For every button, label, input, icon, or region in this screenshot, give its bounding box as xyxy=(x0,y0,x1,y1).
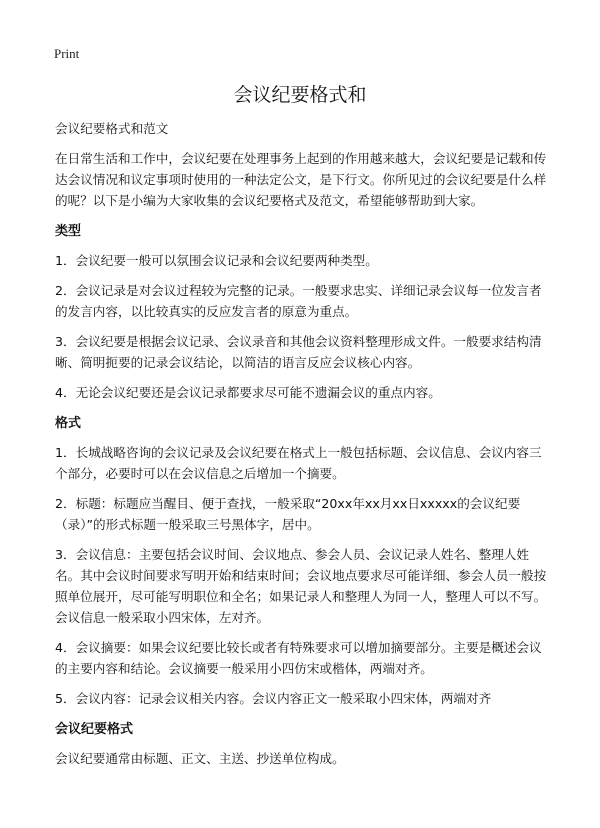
format-item-2: 2．标题：标题应当醒目、便于查找，一般采取“20xx年xx月xx日xxxxx的会议纪要（录）”的形式标题一般采取三号黑体字，居中。 xyxy=(55,496,521,532)
document-subtitle: 会议纪要格式和范文 xyxy=(55,121,169,136)
types-item-1: 1．会议纪要一般可以氛围会议记录和会议纪要两种类型。 xyxy=(55,253,378,268)
page-title: 会议纪要格式和 xyxy=(233,84,367,106)
format-item-3: 3．会议信息：主要包括会议时间、会议地点、参会人员、会议记录人姓名、整理人姓名。其中会议时间要求写明开始和结束时间；会议地点要求尽可能详细、参会人员一般按照单位展开，尽可能写明职位和全名；如果记录人和整理人为同一人，整理人可以不写。会议信息一般采取小四宋体，左对齐。 xyxy=(55,547,547,625)
format-item-1: 1．长城战略咨询的会议记录及会议纪要在格式上一般包括标题、会议信息、会议内容三个部分，必要时可以在会议信息之后增加一个摘要。 xyxy=(55,445,542,481)
types-item-2: 2．会议记录是对会议过程较为完整的记录。一般要求忠实、详细记录会议每一位发言者的发言内容，以比较真实的反应发言者的原意为重点。 xyxy=(55,283,542,319)
format-item-5: 5．会议内容：记录会议相关内容。会议内容正文一般采取小四宋体，两端对齐 xyxy=(55,691,492,706)
minutes-format-paragraph: 会议纪要通常由标题、正文、主送、抄送单位构成。 xyxy=(55,751,345,766)
format-item-4: 4．会议摘要：如果会议纪要比较长或者有特殊要求可以增加摘要部分。主要是概述会议的主要内容和结论。会议摘要一般采用小四仿宋或楷体，两端对齐。 xyxy=(55,640,542,676)
section-heading-minutes-format: 会议纪要格式 xyxy=(55,722,134,737)
types-item-3: 3．会议纪要是根据会议记录、会议录音和其他会议资料整理形成文件。一般要求结构清晰、简明扼要的记录会议结论，以简洁的语言反应会议核心内容。 xyxy=(55,334,542,370)
print-link[interactable]: Print xyxy=(54,46,80,61)
types-item-4: 4．无论会议纪要还是会议记录都要求尽可能不遗漏会议的重点内容。 xyxy=(55,385,441,400)
section-heading-types: 类型 xyxy=(55,224,82,239)
section-heading-format: 格式 xyxy=(55,416,82,431)
intro-paragraph: 在日常生活和工作中，会议纪要在处理事务上起到的作用越来越大，会议纪要是记载和传达会议情况和议定事项时使用的一种法定公文，是下行文。你所见过的会议纪要是什么样的呢？以下是小编为大家收集的会议纪要格式及范文，希望能够帮助到大家。 xyxy=(55,151,547,208)
document-body xyxy=(55,118,549,778)
